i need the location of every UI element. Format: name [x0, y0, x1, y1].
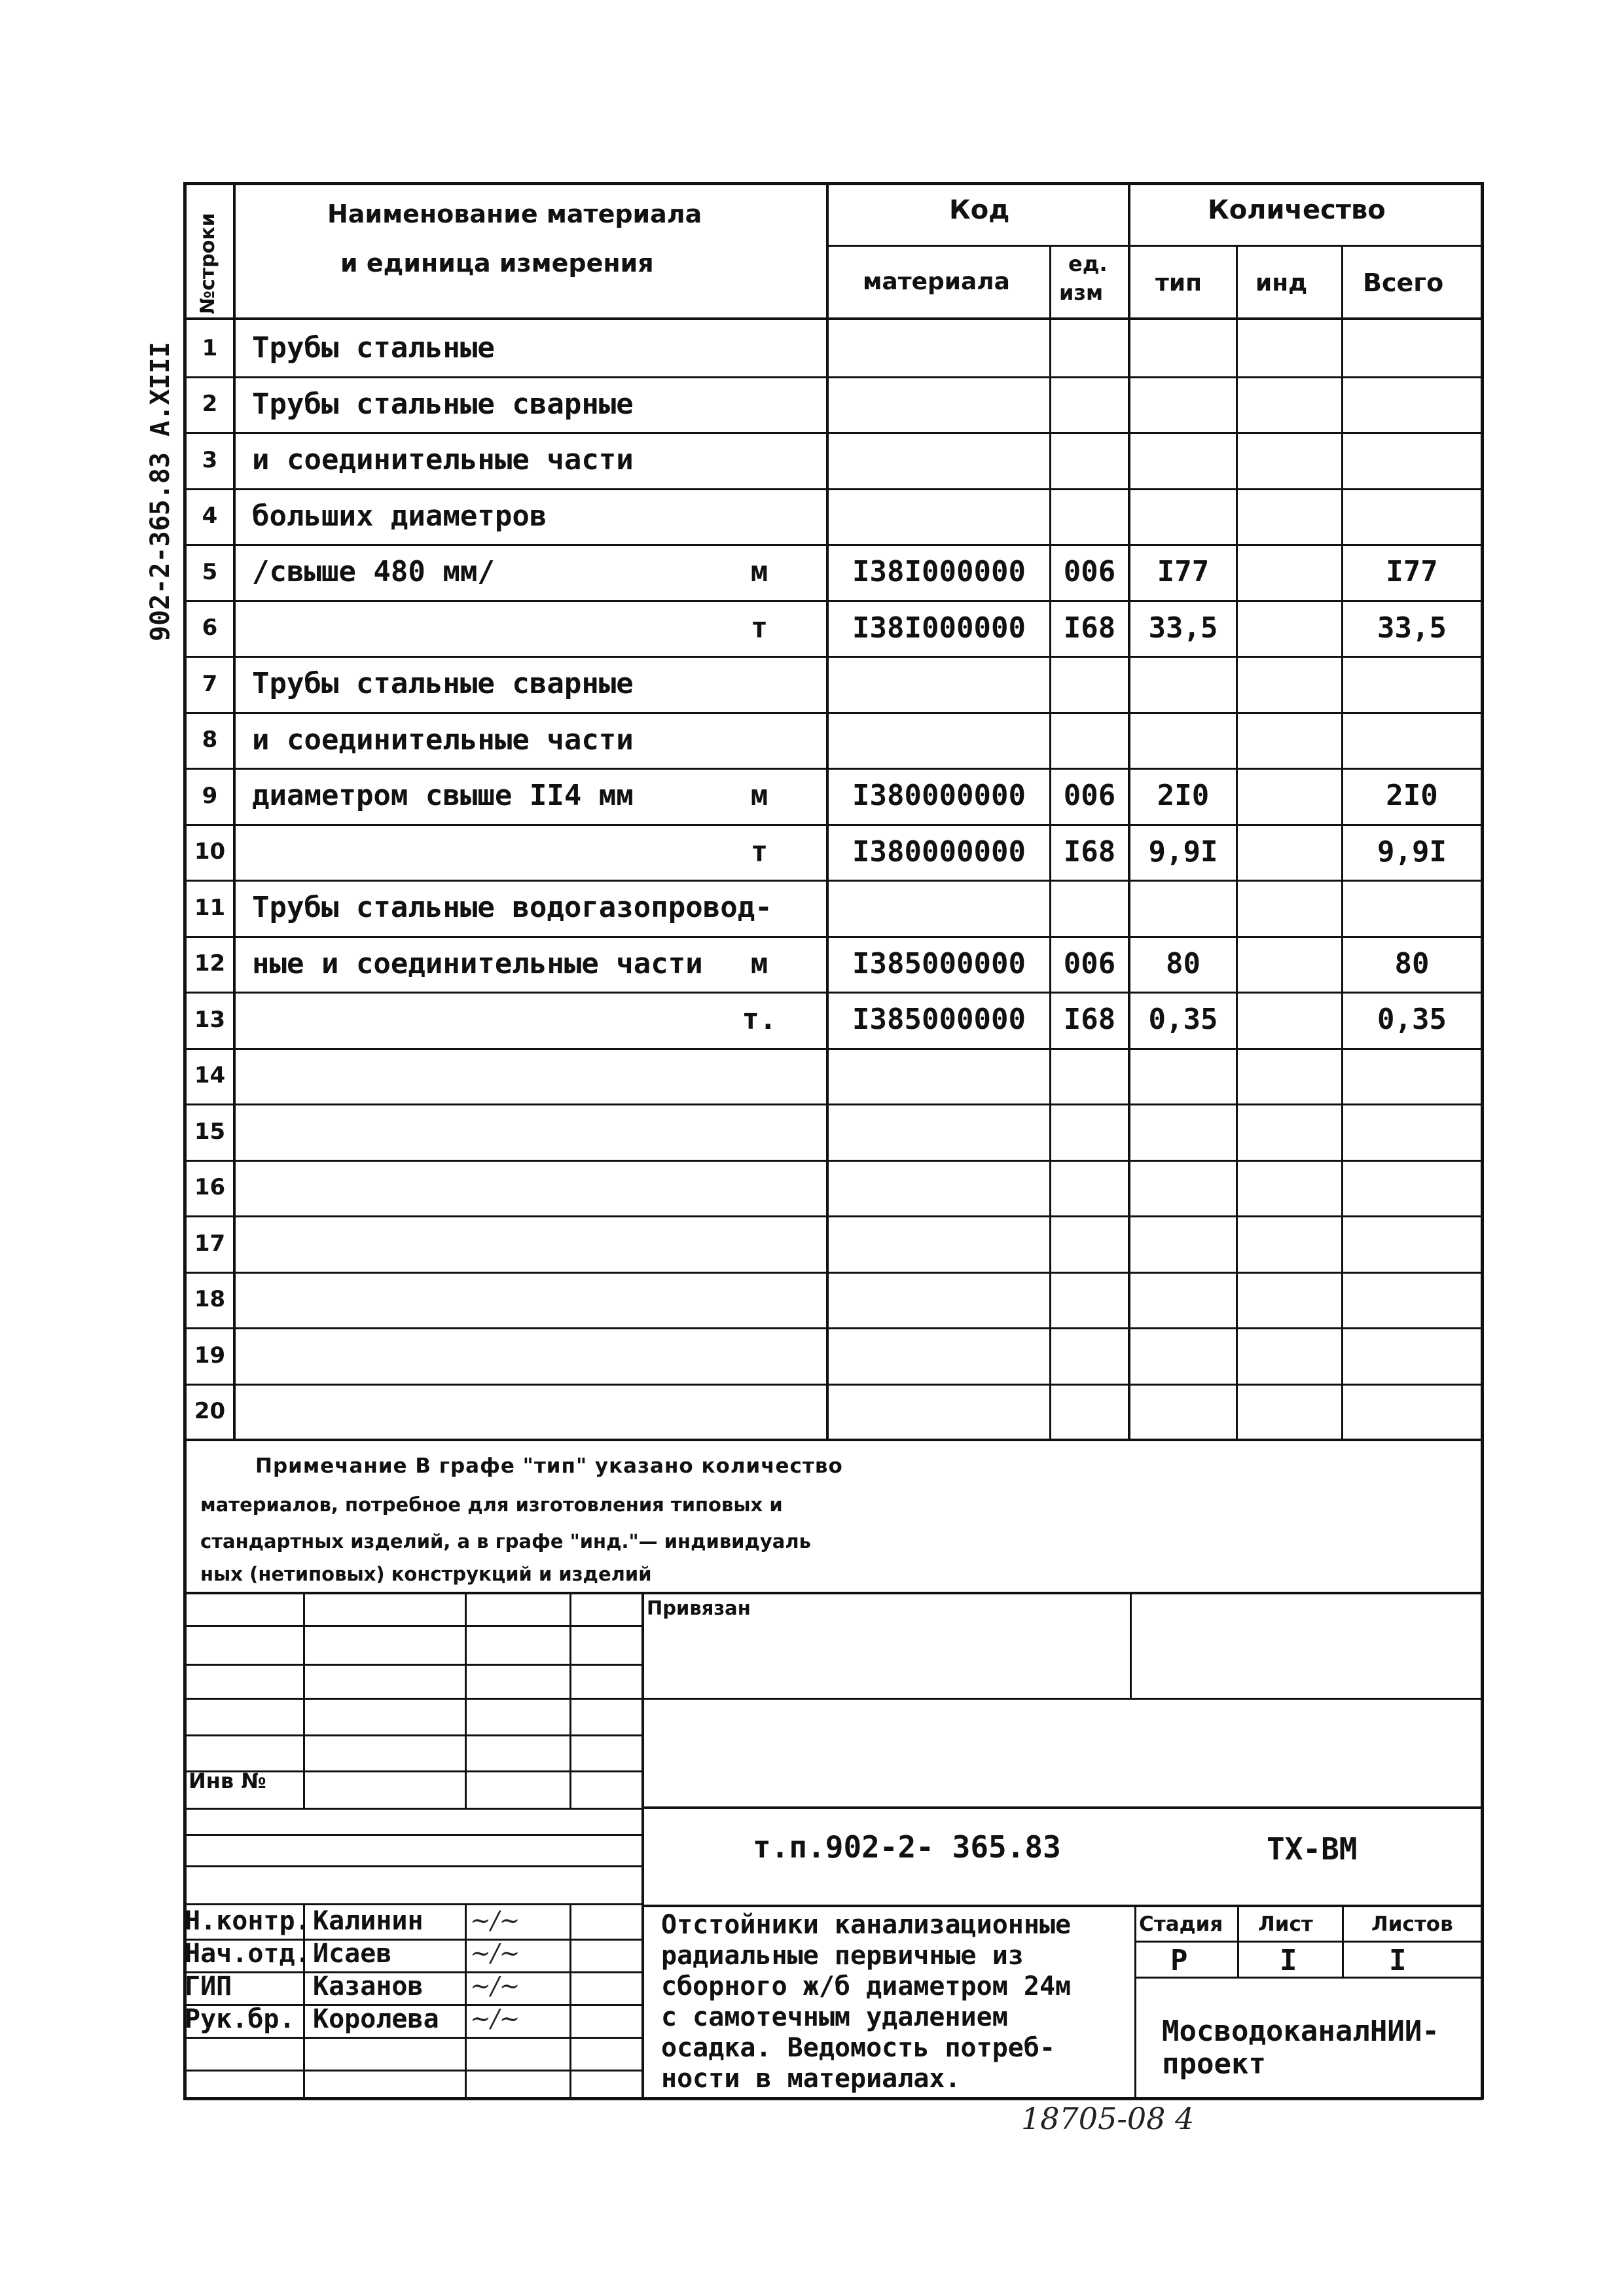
unit: [700, 488, 818, 545]
unit: [700, 376, 818, 433]
unit: м: [750, 779, 768, 813]
unit-code: 006: [1063, 946, 1116, 980]
note-line-2: материалов, потребное для изготовления типовых и: [200, 1494, 783, 1516]
unit-code: [1051, 1160, 1128, 1216]
material-code: [829, 1160, 1049, 1216]
unit-code: [1051, 880, 1128, 936]
material-name: диаметром свыше II4 мм: [252, 779, 634, 813]
qty-type: 2I0: [1157, 779, 1210, 813]
material-name: и соединительные части: [252, 723, 634, 757]
row-number: 5: [202, 558, 218, 585]
material-code: [829, 1327, 1049, 1384]
signature: ~/~: [470, 1939, 520, 1967]
qty-total: [1343, 1384, 1481, 1440]
qty-total: [1343, 1048, 1481, 1104]
row-number: 20: [194, 1398, 226, 1425]
header-code-material: материала: [863, 268, 1010, 295]
material-name: Трубы стальные сварные: [252, 667, 634, 701]
material-name: и соединительные части: [252, 443, 634, 477]
unit-code: [1051, 656, 1128, 712]
material-name: Трубы стальные: [252, 331, 495, 365]
row-number: 7: [202, 670, 218, 697]
qty-ind: [1238, 1384, 1341, 1440]
stage-value: Р: [1170, 1944, 1188, 1977]
header-name-line2: и единица измерения: [340, 249, 654, 278]
drawing-title-line: сборного ж/б диаметром 24м: [661, 1971, 1072, 2001]
qty-type: 80: [1166, 946, 1200, 980]
material-code: [829, 376, 1049, 433]
material-code: I38I000000: [852, 555, 1026, 589]
qty-total: 2I0: [1386, 779, 1438, 813]
header-qty-type: тип: [1155, 270, 1202, 296]
qty-type: [1130, 376, 1236, 433]
qty-type: [1130, 488, 1236, 545]
qty-ind: [1238, 824, 1341, 880]
qty-total: I77: [1386, 555, 1438, 589]
sheet-label: Лист: [1258, 1912, 1313, 1936]
unit: [700, 1327, 818, 1384]
qty-type: [1130, 656, 1236, 712]
qty-ind: [1238, 1103, 1341, 1160]
qty-type: I77: [1157, 555, 1210, 589]
signatory-name: Исаев: [313, 1939, 392, 1969]
note-line-4: ных (нетиповых) конструкций и изделий: [200, 1563, 652, 1585]
sheets-label: Листов: [1371, 1912, 1453, 1936]
row-number: 12: [194, 950, 226, 977]
row-number: 14: [194, 1062, 226, 1089]
row-number: 6: [202, 615, 218, 641]
bound-label: Привязан: [647, 1597, 751, 1619]
material-code: [829, 1215, 1049, 1272]
qty-type: 9,9I: [1148, 834, 1218, 869]
material-name: [252, 1215, 776, 1272]
material-code: [829, 880, 1049, 936]
qty-ind: [1238, 1272, 1341, 1328]
qty-type: [1130, 1272, 1236, 1328]
row-number: 1: [202, 334, 218, 361]
material-name: [252, 1048, 776, 1104]
header-qty-ind: инд: [1255, 270, 1308, 296]
unit-code: 006: [1063, 779, 1116, 813]
unit-code: [1051, 1103, 1128, 1160]
qty-total: [1343, 320, 1481, 376]
note-line-3: стандартных изделий, а в графе "инд."— индивидуаль: [200, 1530, 811, 1552]
unit-code: [1051, 320, 1128, 376]
drawing-title-line: Отстойники канализационные: [661, 1910, 1072, 1940]
row-number: 18: [194, 1286, 226, 1313]
qty-type: 33,5: [1148, 611, 1218, 645]
qty-ind: [1238, 1160, 1341, 1216]
material-name: [252, 1160, 776, 1216]
signature: ~/~: [470, 1906, 520, 1935]
unit: т: [750, 611, 768, 645]
row-number: 11: [194, 894, 226, 921]
unit: т: [750, 834, 768, 869]
signatory-role: ГИП: [185, 1971, 232, 2001]
unit-code: [1051, 1384, 1128, 1440]
material-code: [829, 1103, 1049, 1160]
organization-line2: проект: [1162, 2047, 1266, 2081]
qty-ind: [1238, 768, 1341, 824]
row-number: 4: [202, 503, 218, 529]
drawing-title-line: осадка. Ведомость потреб-: [661, 2033, 1056, 2063]
qty-ind: [1238, 376, 1341, 433]
signatory-role: Нач.отд.: [185, 1939, 311, 1969]
material-code: I380000000: [852, 779, 1026, 813]
material-name: ные и соединительные части: [252, 946, 703, 980]
organization-line1: МосводоканалНИИ-: [1162, 2015, 1439, 2048]
qty-total: [1343, 1103, 1481, 1160]
material-name: [252, 1327, 776, 1384]
note-line-1: Примечание В графе "тип" указано количество: [255, 1454, 843, 1478]
signatory-name: Калинин: [313, 1906, 424, 1936]
qty-total: [1343, 1215, 1481, 1272]
qty-ind: [1238, 992, 1341, 1048]
inv-number-label: Инв №: [189, 1768, 266, 1793]
unit: м: [750, 555, 768, 589]
material-code: [829, 1272, 1049, 1328]
material-name: [252, 992, 776, 1048]
unit: [700, 1215, 818, 1272]
unit-code: [1051, 432, 1128, 488]
signatory-name: Казанов: [313, 1971, 424, 2001]
material-code: [829, 1048, 1049, 1104]
unit: [700, 712, 818, 768]
qty-total: [1343, 1160, 1481, 1216]
unit-code: I68: [1063, 1003, 1116, 1037]
qty-type: [1130, 1384, 1236, 1440]
qty-ind: [1238, 488, 1341, 545]
qty-ind: [1238, 656, 1341, 712]
material-name: Трубы стальные водогазопровод-: [252, 891, 772, 925]
qty-total: [1343, 1272, 1481, 1328]
material-code: I38I000000: [852, 611, 1026, 645]
qty-total: 0,35: [1377, 1003, 1447, 1037]
material-name: [252, 1272, 776, 1328]
unit: [700, 656, 818, 712]
qty-type: [1130, 1215, 1236, 1272]
header-code: Код: [949, 195, 1010, 225]
material-code: I380000000: [852, 834, 1026, 869]
unit-code: [1051, 376, 1128, 433]
qty-total: 33,5: [1377, 611, 1447, 645]
qty-ind: [1238, 1215, 1341, 1272]
unit-code: 006: [1063, 555, 1116, 589]
unit-code: [1051, 488, 1128, 545]
material-name: [252, 1384, 776, 1440]
signature: ~/~: [470, 1971, 520, 2000]
qty-ind: [1238, 1327, 1341, 1384]
drawing-title-line: ности в материалах.: [661, 2064, 961, 2094]
qty-type: [1130, 432, 1236, 488]
unit-code: [1051, 1215, 1128, 1272]
unit-code: I68: [1063, 834, 1116, 869]
signatory-role: Рук.бр.: [185, 2004, 295, 2034]
header-quantity: Количество: [1208, 195, 1386, 225]
drawing-title-line: с самотечным удалением: [661, 2002, 1008, 2032]
header-name-line1: Наименование материала: [327, 200, 702, 228]
material-code: [829, 488, 1049, 545]
qty-type: [1130, 1160, 1236, 1216]
header-unit-line2: изм: [1059, 280, 1104, 305]
sheet-value: I: [1280, 1944, 1297, 1977]
row-number: 3: [202, 446, 218, 473]
material-code: [829, 432, 1049, 488]
qty-total: [1343, 656, 1481, 712]
row-number: 17: [194, 1230, 226, 1257]
unit-code: I68: [1063, 611, 1116, 645]
unit: т.: [742, 1003, 777, 1037]
material-code: [829, 1384, 1049, 1440]
row-number: 15: [194, 1118, 226, 1145]
unit: [700, 1048, 818, 1104]
qty-total: 9,9I: [1377, 834, 1447, 869]
unit: [700, 432, 818, 488]
qty-ind: [1238, 320, 1341, 376]
qty-total: [1343, 1327, 1481, 1384]
header-qty-total: Всего: [1363, 268, 1444, 297]
row-number: 8: [202, 726, 218, 753]
qty-ind: [1238, 544, 1341, 600]
qty-ind: [1238, 432, 1341, 488]
unit: [700, 1384, 818, 1440]
drawing-title-line: радиальные первичные из: [661, 1941, 1024, 1971]
unit-code: [1051, 1048, 1128, 1104]
qty-type: [1130, 712, 1236, 768]
archive-number: 18705-08 4: [1021, 2101, 1195, 2136]
material-name: [252, 600, 776, 656]
qty-type: [1130, 880, 1236, 936]
qty-ind: [1238, 712, 1341, 768]
qty-total: [1343, 376, 1481, 433]
unit: м: [750, 946, 768, 980]
row-number: 10: [194, 838, 226, 865]
qty-ind: [1238, 936, 1341, 992]
document-mark: ТХ-ВМ: [1267, 1831, 1358, 1867]
row-number: 13: [194, 1006, 226, 1033]
signatory-role: Н.контр.: [185, 1906, 311, 1936]
qty-total: [1343, 432, 1481, 488]
material-code: [829, 712, 1049, 768]
material-code: I385000000: [852, 1003, 1026, 1037]
material-code: I385000000: [852, 946, 1026, 980]
qty-type: 0,35: [1148, 1003, 1218, 1037]
signature: ~/~: [470, 2004, 520, 2033]
row-number: 9: [202, 782, 218, 809]
qty-type: [1130, 1327, 1236, 1384]
unit: [700, 880, 818, 936]
qty-total: [1343, 880, 1481, 936]
material-name: /свыше 480 мм/: [252, 555, 495, 589]
unit: [700, 1160, 818, 1216]
qty-type: [1130, 1048, 1236, 1104]
unit-code: [1051, 1327, 1128, 1384]
unit: [700, 320, 818, 376]
material-name: больших диаметров: [252, 499, 547, 533]
unit-code: [1051, 1272, 1128, 1328]
header-unit-line1: ед.: [1068, 251, 1108, 276]
qty-type: [1130, 1103, 1236, 1160]
signatory-name: Королева: [313, 2004, 439, 2034]
qty-ind: [1238, 600, 1341, 656]
row-number: 2: [202, 391, 218, 418]
sheets-value: I: [1389, 1944, 1407, 1977]
qty-ind: [1238, 1048, 1341, 1104]
qty-type: [1130, 320, 1236, 376]
material-name: [252, 824, 776, 880]
qty-total: [1343, 712, 1481, 768]
stage-label: Стадия: [1139, 1912, 1223, 1936]
qty-total: [1343, 488, 1481, 545]
row-number: 16: [194, 1174, 226, 1201]
qty-total: 80: [1394, 946, 1430, 980]
unit: [700, 1103, 818, 1160]
document-number: т.п.902-2- 365.83: [753, 1829, 1061, 1865]
qty-ind: [1238, 880, 1341, 936]
material-name: [252, 1103, 776, 1160]
side-document-code: 902-2-365.83 A.XIII: [145, 342, 175, 641]
material-code: [829, 656, 1049, 712]
unit: [700, 1272, 818, 1328]
row-number: 19: [194, 1342, 226, 1369]
unit-code: [1051, 712, 1128, 768]
material-code: [829, 320, 1049, 376]
material-name: Трубы стальные сварные: [252, 387, 634, 421]
header-row-number: №строки: [196, 213, 219, 314]
